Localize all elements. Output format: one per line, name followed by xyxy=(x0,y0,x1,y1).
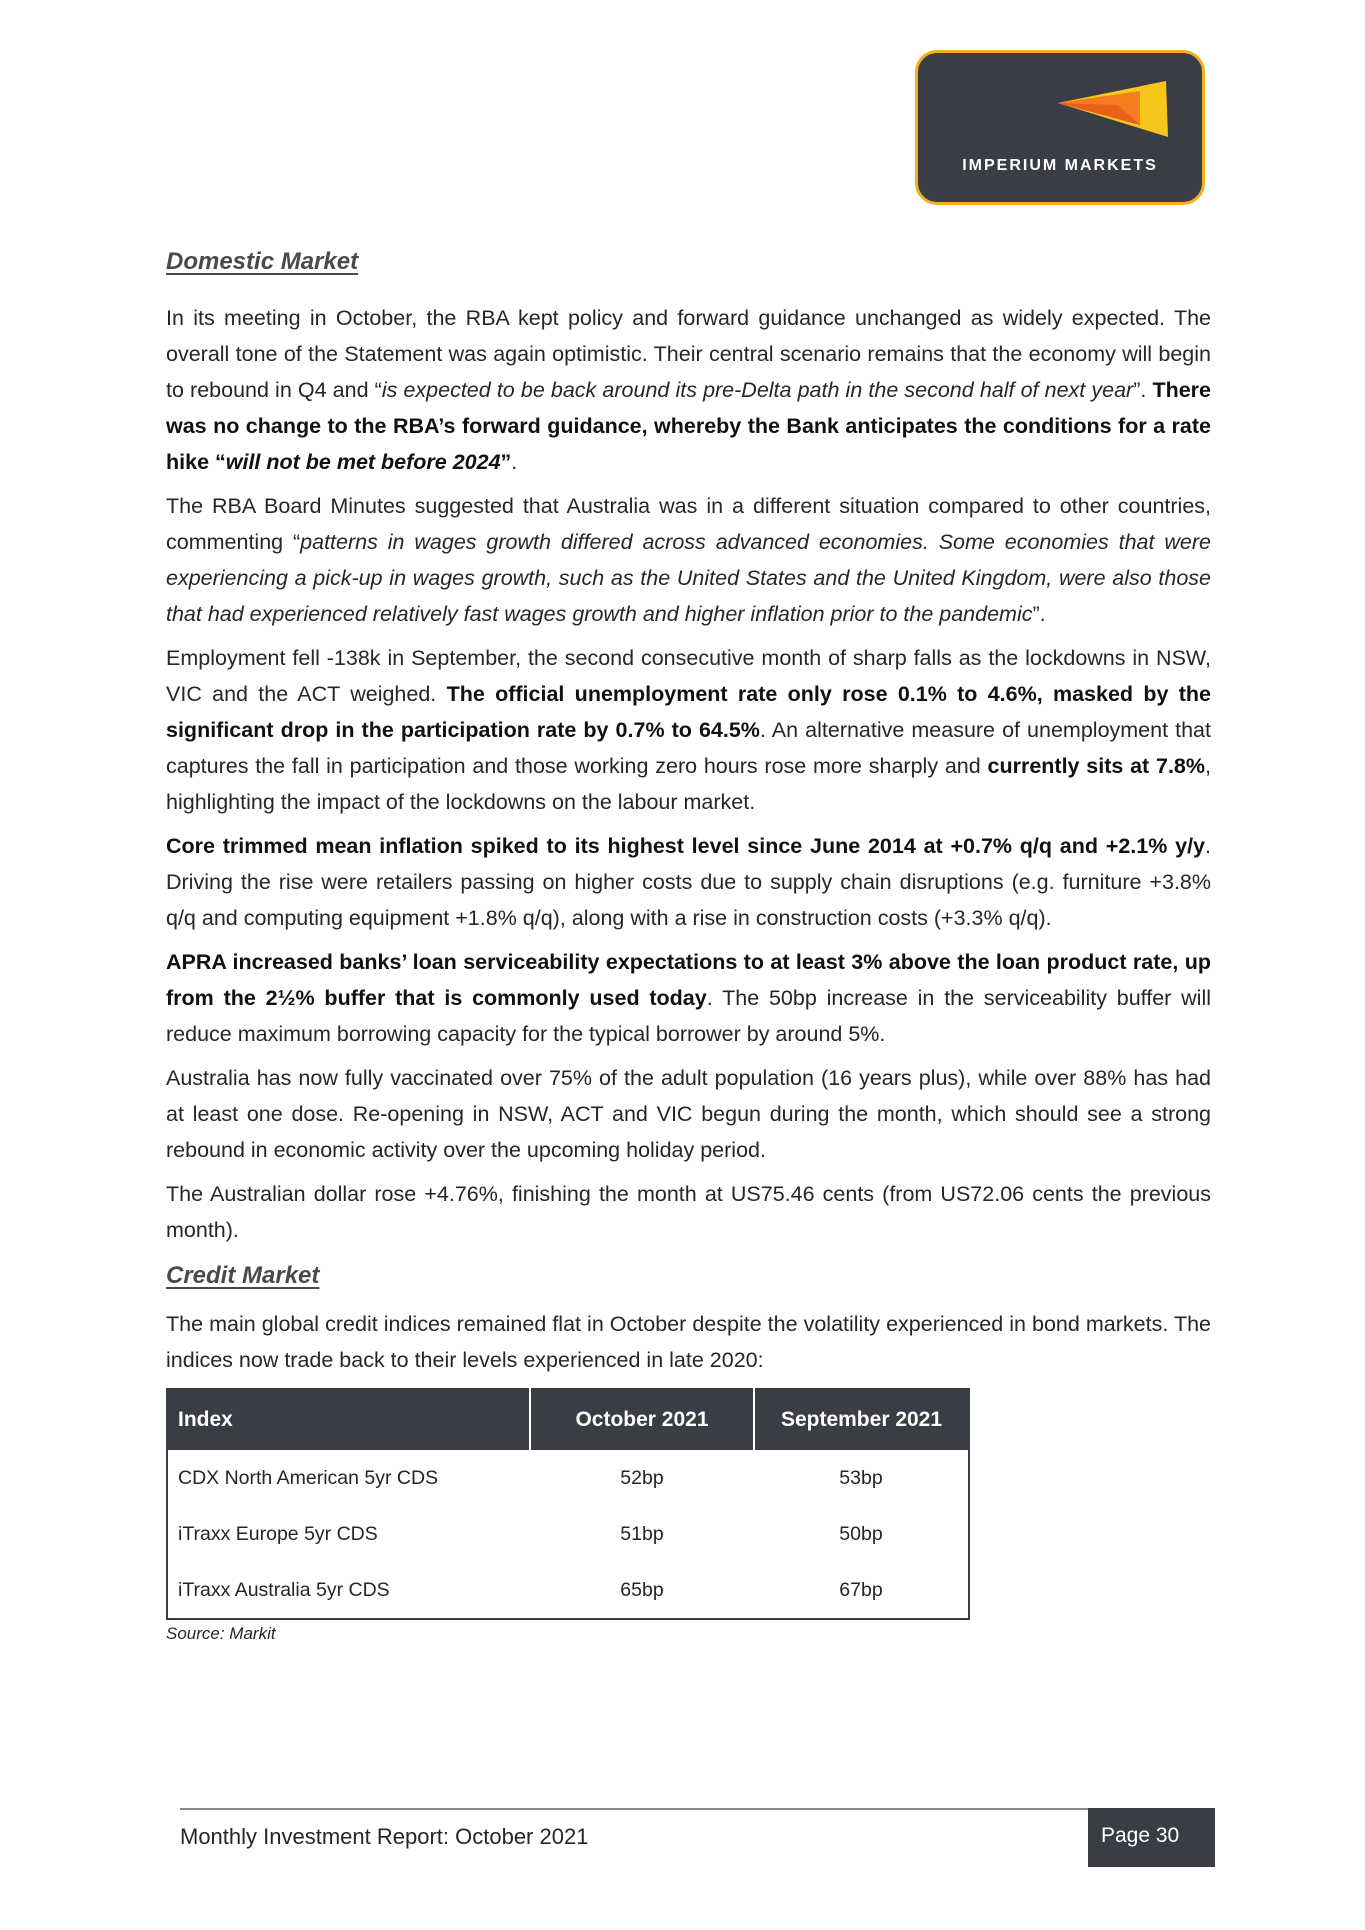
page-number: Page 30 xyxy=(1088,1808,1215,1867)
table-source-note: Source: Markit xyxy=(166,1624,276,1643)
bold-quote: will not be met before 2024 xyxy=(225,450,501,474)
text: . Driving the rise were retailers passing on higher costs due to supply chain disruptions (e.g. furniture +3.8% q/q and computing equipment +1.8% q/q), along with a rise in construction costs (+3.3% q/q). xyxy=(166,834,1211,930)
paragraph-rba-meeting xyxy=(166,300,1211,480)
paragraph-australian-dollar: The Australian dollar rose +4.76%, finishing the month at US75.46 cents (from US72.06 cents the previous month). xyxy=(166,1182,1211,1242)
report-title: Monthly Investment Report: October 2021 xyxy=(180,1824,589,1849)
index-name: iTraxx Europe 5yr CDS xyxy=(178,1522,378,1545)
domestic-market-heading: Domestic Market xyxy=(166,248,359,275)
paragraph-employment xyxy=(166,640,1211,820)
column-header-index: Index xyxy=(167,1389,530,1450)
text: . An alternative measure of unemployment that captures the fall in participation and those working zero hours rose more sharply and xyxy=(166,718,1211,778)
paragraph-inflation xyxy=(166,828,1211,936)
index-name: CDX North American 5yr CDS xyxy=(178,1466,439,1489)
logo-arrow-icon xyxy=(1058,75,1188,155)
september-value: 67bp xyxy=(839,1578,883,1601)
quote: is expected to be back around its pre-Delta path in the second half of next year xyxy=(381,378,1134,402)
column-header-october: October 2021 xyxy=(530,1389,754,1450)
text: ”. xyxy=(1133,378,1153,402)
bold-text: There was no change to the RBA’s forward guidance, whereby the Bank anticipates the conditions for a rate hike “ xyxy=(166,378,1212,474)
bold-text: currently sits at 7.8% xyxy=(987,754,1205,778)
table-row xyxy=(167,1450,969,1506)
paragraph-apra xyxy=(166,944,1211,1052)
text: Employment fell -138k in September, the second consecutive month of sharp falls as the lockdowns in NSW, VIC and the ACT weighed. xyxy=(166,646,1211,706)
text: The RBA Board Minutes suggested that Australia was in a different situation compared to other countries, commenting “ xyxy=(166,494,1211,554)
paragraph-vaccination: Australia has now fully vaccinated over 75% of the adult population (16 years plus), while over 88% has had at least one dose. Re-opening in NSW, ACT and VIC begun during the month, which should see a strong rebound in economic activity over the upcoming holiday period. xyxy=(166,1066,1211,1162)
text: ”. xyxy=(1032,602,1046,626)
paragraph-rba-minutes xyxy=(166,488,1211,632)
credit-market-heading: Credit Market xyxy=(166,1262,320,1289)
table-row xyxy=(167,1562,969,1619)
text: . xyxy=(511,450,518,474)
october-value: 52bp xyxy=(620,1466,664,1489)
text: In its meeting in October, the RBA kept policy and forward guidance unchanged as widely expected. The overall tone of the Statement was again optimistic. Their central scenario remains that the economy will begin to rebound in Q4 and “ xyxy=(166,306,1211,402)
domestic-market-section xyxy=(166,248,1211,1644)
page-footer xyxy=(180,1808,1215,1867)
credit-indices-table xyxy=(166,1388,970,1620)
imperium-markets-logo xyxy=(915,50,1205,205)
bold-text: ” xyxy=(500,450,512,474)
table-row xyxy=(167,1506,969,1562)
september-value: 50bp xyxy=(839,1522,883,1545)
october-value: 51bp xyxy=(620,1522,664,1545)
table-header-row xyxy=(167,1389,969,1450)
index-name: iTraxx Australia 5yr CDS xyxy=(178,1578,390,1601)
column-header-september: September 2021 xyxy=(754,1389,969,1450)
september-value: 53bp xyxy=(839,1466,883,1489)
october-value: 65bp xyxy=(620,1578,664,1601)
quote: patterns in wages growth differed across advanced economies. Some economies that were experiencing a pick-up in wages growth, such as the United States and the United Kingdom, were also those that had experienced relatively fast wages growth and higher inflation prior to the pandemic xyxy=(166,530,1211,626)
logo-text: IMPERIUM MARKETS xyxy=(962,157,1158,174)
bold-text: The official unemployment rate only rose 0.1% to 4.6%, masked by the significant drop in the participation rate by 0.7% to 64.5% xyxy=(166,682,1211,742)
bold-text: APRA increased banks’ loan serviceability expectations to at least 3% above the loan product rate, up from the 2½% buffer that is commonly used today xyxy=(166,950,1211,1010)
bold-text: Core trimmed mean inflation spiked to its highest level since June 2014 at +0.7% q/q and +2.1% y/y xyxy=(166,834,1206,858)
text: . The 50bp increase in the serviceability buffer will reduce maximum borrowing capacity for the typical borrower by around 5%. xyxy=(166,986,1211,1046)
text: , highlighting the impact of the lockdowns on the labour market. xyxy=(166,754,1211,814)
paragraph-credit-intro: The main global credit indices remained flat in October despite the volatility experienced in bond markets. The indices now trade back to their levels experienced in late 2020: xyxy=(166,1312,1211,1372)
